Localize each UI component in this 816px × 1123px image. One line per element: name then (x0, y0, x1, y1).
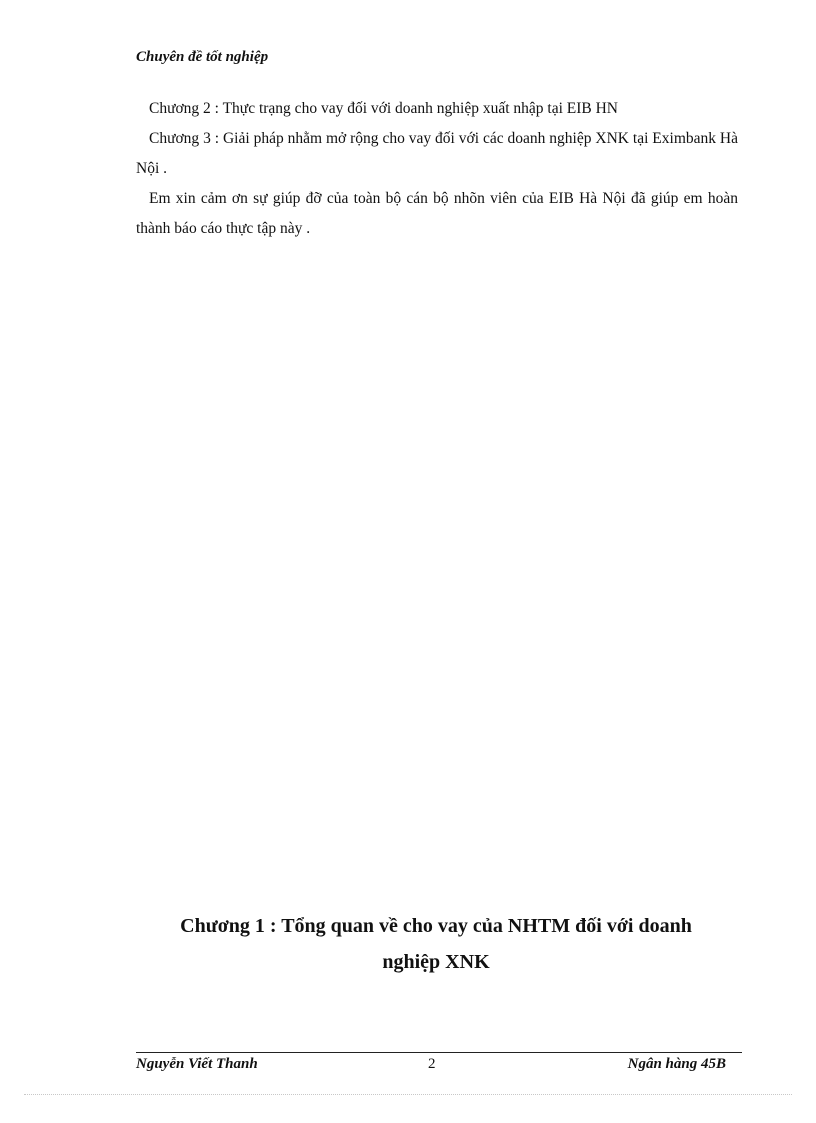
chapter-title (120, 908, 752, 980)
footer-page-number: 2 (428, 1056, 436, 1072)
chapter-title-line-2: nghiệp XNK (382, 951, 490, 973)
chapter-title-line-1: Chương 1 : Tổng quan về cho vay của NHTM đối với doanh (180, 915, 692, 937)
page-footer (136, 1056, 726, 1076)
footer-divider (136, 1052, 742, 1053)
footer-author: Nguyễn Viết Thanh (136, 1056, 258, 1072)
paragraph-chapter-3: Chương 3 : Giải pháp nhằm mở rộng cho vay đối với các doanh nghiệp XNK tại Eximbank Hà Nội . (136, 130, 738, 177)
body-text (136, 94, 738, 244)
footer-class-name: Ngân hàng 45B (627, 1056, 726, 1072)
paragraph-chapter-2: Chương 2 : Thực trạng cho vay đối với doanh nghiệp xuất nhập tại EIB HN (149, 100, 618, 117)
document-header-title: Chuyên đề tốt nghiệp (136, 49, 269, 65)
page-bottom-edge (24, 1094, 792, 1095)
paragraph-acknowledgement: Em xin cảm ơn sự giúp đỡ của toàn bộ cán bộ nhõn viên của EIB Hà Nội đã giúp em hoàn thành báo cáo thực tập này . (136, 190, 738, 237)
